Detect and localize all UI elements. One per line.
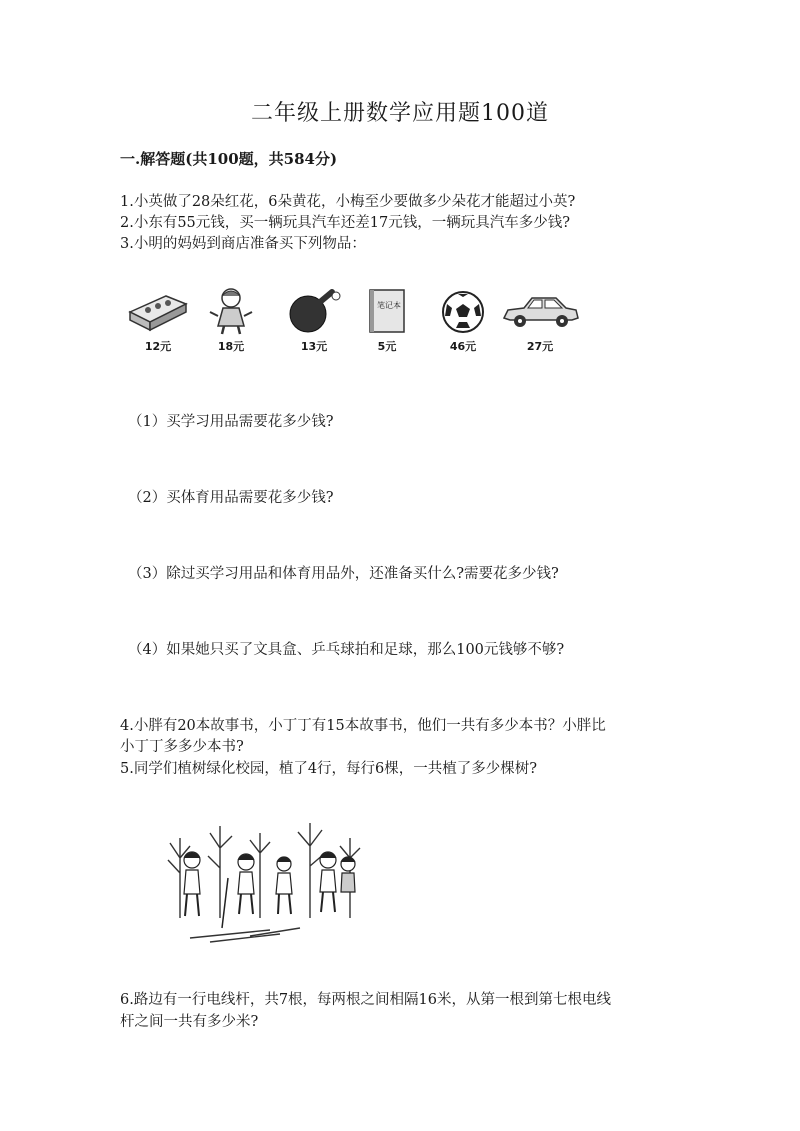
toy-car-icon: [498, 286, 582, 336]
question-1: 1.小英做了28朵红花，6朵黄花，小梅至少要做多少朵花才能超过小英?: [120, 194, 576, 210]
notebook-icon: [364, 286, 410, 336]
doll-icon: [206, 286, 256, 336]
page-title: 二年级上册数学应用题100道: [251, 101, 549, 126]
section-heading: 一.解答题(共100题，共584分): [120, 150, 338, 168]
product-pencil-box: [126, 286, 190, 354]
product-illustrations: [126, 286, 606, 370]
question-3: 3.小明的妈妈到商店准备买下列物品：: [120, 236, 366, 252]
product-price: 5元: [377, 340, 397, 353]
tree-planting-illustration: [150, 818, 370, 946]
product-price: 46元: [449, 340, 477, 353]
question-5: 5.同学们植树绿化校园，植了4行，每行6棵，一共植了多少棵树?: [120, 761, 538, 777]
question-3-part-2: （2）买体育用品需要花多少钱?: [128, 490, 334, 506]
product-paddle: [286, 286, 342, 354]
product-doll: [206, 286, 256, 354]
product-price: 12元: [144, 340, 172, 353]
question-2: 2.小东有55元钱，买一辆玩具汽车还差17元钱，一辆玩具汽车多少钱?: [120, 215, 571, 231]
question-4-line-1: 4.小胖有20本故事书，小丁丁有15本故事书，他们一共有多少本书？小胖比: [120, 718, 606, 734]
soccer-ball-icon: [438, 286, 488, 336]
product-price: 18元: [217, 340, 245, 353]
notebook-label: 笔记本: [377, 301, 401, 310]
question-6-line-2: 杆之间一共有多少米?: [120, 1014, 259, 1030]
product-notebook: [364, 286, 410, 354]
question-3-part-3: （3）除过买学习用品和体育用品外，还准备买什么?需要花多少钱?: [128, 566, 559, 582]
pencil-box-icon: [126, 286, 190, 336]
question-4-line-2: 小丁丁多多少本书?: [120, 739, 244, 755]
product-toy-car: [498, 286, 582, 354]
question-3-part-4: （4）如果她只买了文具盒、乒乓球拍和足球，那么100元钱够不够?: [128, 642, 565, 658]
ping-pong-paddle-icon: [286, 286, 342, 336]
question-3-part-1: （1）买学习用品需要花多少钱?: [128, 414, 334, 430]
product-soccer-ball: [438, 286, 488, 354]
product-price: 27元: [526, 340, 554, 353]
question-6-line-1: 6.路边有一行电线杆，共7根，每两根之间相隔16米，从第一根到第七根电线: [120, 992, 612, 1008]
product-price: 13元: [300, 340, 328, 353]
